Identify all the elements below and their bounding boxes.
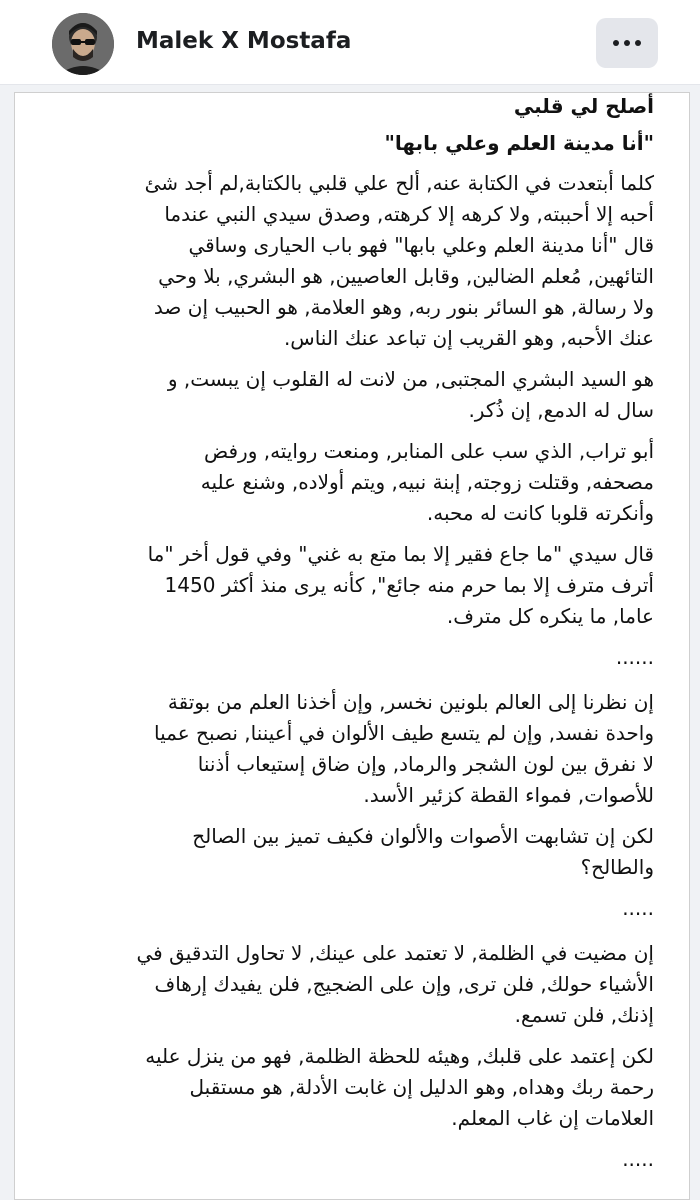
paragraph-1 <box>42 168 654 354</box>
paragraph-3 <box>42 436 654 529</box>
paragraph-5 <box>42 687 654 811</box>
paragraph-7 <box>42 938 654 1031</box>
text-line: لا نفرق بين لون الشجر والرماد, وإن ضاق إستيعاب أذننا <box>197 752 654 776</box>
text-line: العلامات إن غاب المعلم. <box>451 1106 654 1130</box>
post-body <box>42 92 654 1189</box>
text-line: رحمة ربك وهداه, وهو الدليل إن غابت الأدلة, هو مستقبل <box>189 1075 654 1099</box>
text-line: أبو تراب, الذي سب على المنابر, ومنعت روايته, ورفض <box>203 439 654 463</box>
text-line: والطالح؟ <box>580 855 654 879</box>
text-line: للأصوات, فمواء القطة كزئير الأسد. <box>363 783 654 807</box>
more-options-button[interactable] <box>596 18 658 68</box>
horizontal-ellipsis-icon <box>613 40 619 46</box>
post-quote: "أنا مدينة العلم وعلي بابها" <box>384 131 654 155</box>
text-line: ..... <box>622 1147 654 1171</box>
text-line: لكن إعتمد على قلبك, وهيئه للحظة الظلمة, فهو من ينزل عليه <box>145 1044 654 1068</box>
post-header <box>0 0 700 85</box>
text-line: قال سيدي "ما جاع فقير إلا بما متع به غني" وفي قول أخر "ما <box>147 542 654 566</box>
text-line: إذنك, فلن تسمع. <box>514 1003 654 1027</box>
text-line: ولا رسالة, هو السائر بنور ربه, وهو العلامة, هو الحبيب إن صد <box>153 295 654 319</box>
profile-photo <box>52 13 114 75</box>
paragraph-6 <box>42 821 654 883</box>
text-line: ..... <box>622 896 654 920</box>
author-name[interactable]: Malek X Mostafa <box>136 28 352 54</box>
paragraph-8 <box>42 1041 654 1134</box>
separator-3 <box>42 1144 654 1175</box>
ellipsis-dot <box>624 40 630 46</box>
separator-1 <box>42 642 654 673</box>
ellipsis-dot <box>635 40 641 46</box>
paragraph-list <box>42 168 654 1175</box>
paragraph-4 <box>42 539 654 632</box>
text-line: عنك الأحبه, وهو القريب إن تباعد عنك الناس. <box>283 326 654 350</box>
text-line: لكن إن تشابهت الأصوات والألوان فكيف تميز بين الصالح <box>192 824 654 848</box>
avatar[interactable] <box>52 13 114 75</box>
text-line: أترف مترف إلا بما حرم منه جائع", كأنه يرى منذ أكثر 1450 <box>164 573 654 597</box>
post-title: أصلح لي قلبي <box>513 94 654 118</box>
text-line: إن مضيت في الظلمة, لا تعتمد على عينك, لا تحاول التدقيق في <box>136 941 654 965</box>
paragraph-2 <box>42 364 654 426</box>
text-line: قال "أنا مدينة العلم وعلي بابها" فهو باب الحيارى وساقي <box>188 233 654 257</box>
text-line: الأشياء حولك, فلن ترى, وإن على الضجيج, فلن يفيدك إرهاف <box>154 972 654 996</box>
text-line: أحبه إلا أحببته, ولا كرهه إلا كرهته, وصدق سيدي النبي عندما <box>164 202 654 226</box>
text-line: مصحفه, وقتلت زوجته, إبنة نبيه, ويتم أولاده, وشنع عليه <box>200 470 654 494</box>
text-line: سال له الدمع, إن ذُكر. <box>468 398 654 422</box>
text-line: وأنكرته قلوبا كانت له محبه. <box>426 501 654 525</box>
separator-2 <box>42 893 654 924</box>
text-line: واحدة نفسد, وإن لم يتسع طيف الألوان في أعيننا, نصبح عميا <box>154 721 654 745</box>
text-line: كلما أبتعدت في الكتابة عنه, ألح علي قلبي بالكتابة,لم أجد شئ <box>144 171 654 195</box>
text-line: التائهين, مُعلم الضالين, وقابل العاصيين, هو البشري, بلا وحي <box>158 264 654 288</box>
text-line: ...... <box>615 645 654 669</box>
text-line: هو السيد البشري المجتبى, من لانت له القلوب إن يبست, و <box>167 367 654 391</box>
text-line: عاما, ما ينكره كل مترف. <box>446 604 654 628</box>
text-line: إن نظرنا إلى العالم بلونين نخسر, وإن أخذنا العلم من بوتقة <box>167 690 654 714</box>
